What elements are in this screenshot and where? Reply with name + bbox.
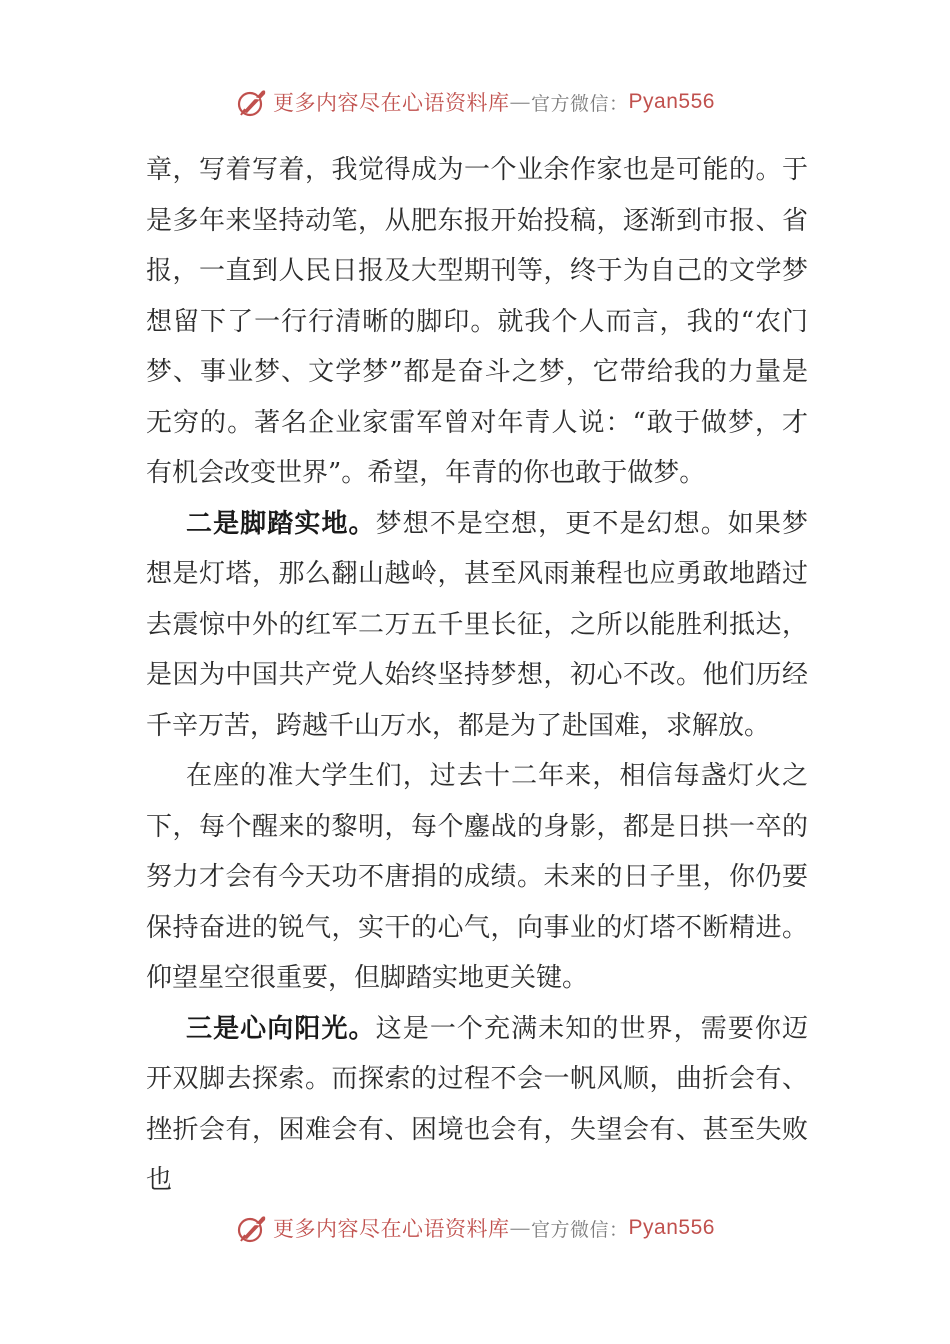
watermark-wechat-id: Pyan556: [628, 90, 715, 113]
paragraph-2: [146, 499, 808, 752]
footer-watermark: [0, 1208, 950, 1248]
paragraph-3-text: 在座的准大学生们，过去十二年来，相信每盏灯火之下，每个醒来的黎明，每个鏖战的身影，都是日拱一卒的努力才会有今天功不唐捐的成绩。未来的日子里，你仍要保持奋进的锐气，实干的心气，向事业的灯塔不断精进。仰望星空很重要，但脚踏实地更关键。: [146, 761, 808, 993]
paragraph-2-heading: 二是脚踏实地。: [186, 508, 376, 539]
paragraph-3: [146, 751, 808, 1004]
paragraph-4-heading: 三是心向阳光。: [186, 1013, 376, 1044]
quill-logo-icon: [235, 85, 269, 119]
document-body: [146, 145, 808, 1206]
watermark-dash: —: [509, 90, 532, 114]
watermark-dash: —: [509, 1216, 532, 1240]
watermark-main-text: 更多内容尽在心语资料库: [273, 91, 510, 115]
quill-logo-icon: [235, 1211, 269, 1245]
paragraph-1-text: 章，写着写着，我觉得成为一个业余作家也是可能的。于是多年来坚持动笔，从肥东报开始投稿，逐渐到市报、省报，一直到人民日报及大型期刊等，终于为自己的文学梦想留下了一行行清晰的脚印。就我个人而言，我的“农门梦、事业梦、文学梦”都是奋斗之梦，它带给我的力量是无穷的。著名企业家雷军曾对年青人说：“敢于做梦，才有机会改变世界”。希望，年青的你也敢于做梦。: [146, 155, 808, 488]
paragraph-1: [146, 145, 808, 499]
paragraph-4-text: 这是一个充满未知的世界，需要你迈开双脚去探索。而探索的过程不会一帆风顺，曲折会有、挫折会有，困难会有、困境也会有，失望会有、甚至失败也: [146, 1013, 808, 1195]
header-watermark: [0, 82, 950, 122]
watermark-wechat-label: 官方微信：: [531, 92, 629, 115]
paragraph-4: [146, 1004, 808, 1206]
watermark-wechat-label: 官方微信：: [531, 1218, 629, 1241]
paragraph-2-text: 梦想不是空想，更不是幻想。如果梦想是灯塔，那么翻山越岭，甚至风雨兼程也应勇敢地踏过去震惊中外的红军二万五千里长征，之所以能胜利抵达，是因为中国共产党人始终坚持梦想，初心不改。他们历经千辛万苦，跨越千山万水，都是为了赴国难，求解放。: [146, 508, 808, 741]
watermark-main-text: 更多内容尽在心语资料库: [273, 1217, 510, 1241]
watermark-wechat-id: Pyan556: [628, 1216, 715, 1239]
